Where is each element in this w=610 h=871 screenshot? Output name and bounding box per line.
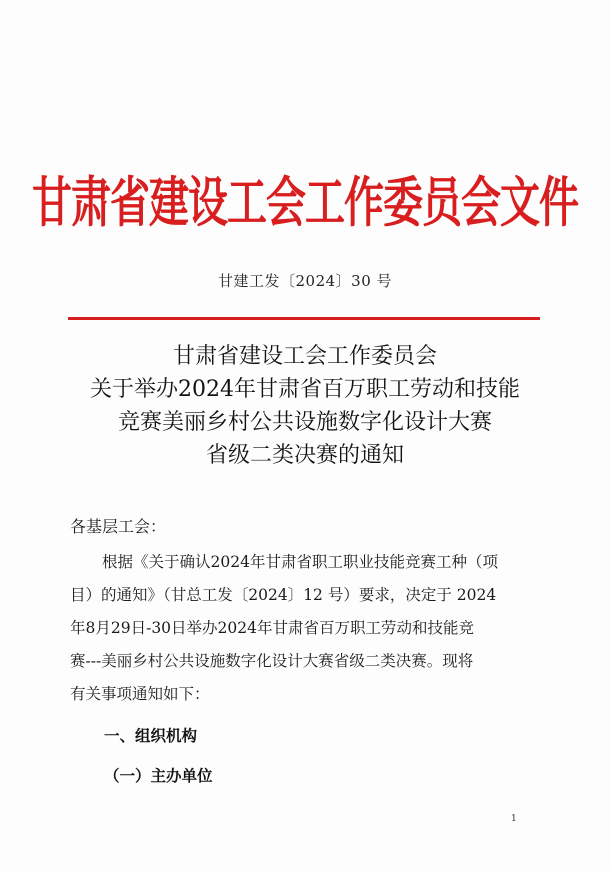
document-number: 甘建工发〔2024〕30 号 bbox=[217, 272, 393, 290]
paragraph-line: 赛---美丽乡村公共设施数字化设计大赛省级二类决赛。现将 bbox=[70, 652, 474, 670]
section-heading-organization: 一、组织机构 bbox=[104, 727, 198, 745]
title-line: 竞赛美丽乡村公共设施数字化设计大赛 bbox=[117, 410, 492, 435]
body-paragraph bbox=[70, 546, 540, 711]
title-line: 省级二类决赛的通知 bbox=[205, 443, 404, 468]
subsection-heading-organizer: （一）主办单位 bbox=[104, 767, 213, 785]
title-line: 甘肃省建设工会工作委员会 bbox=[172, 344, 437, 369]
title-line: 关于举办2024年甘肃省百万职工劳动和技能 bbox=[90, 377, 520, 402]
salutation: 各基层工会： bbox=[70, 517, 167, 536]
paragraph-line: 有关事项通知如下： bbox=[70, 685, 210, 703]
paragraph-line: 根据《关于确认2024年甘肃省职工职业技能竞赛工种（项 bbox=[102, 553, 498, 571]
paragraph-line: 年8月29日-30日举办2024年甘肃省百万职工劳动和技能竞 bbox=[70, 619, 474, 637]
paragraph-line: 目）的通知》（甘总工发〔2024〕12 号）要求，决定于 2024 bbox=[70, 586, 497, 604]
issuer-red-header: 甘肃省建设工会工作委员会文件 bbox=[32, 172, 578, 235]
red-separator-line bbox=[68, 317, 540, 320]
notice-title bbox=[0, 340, 610, 472]
page-number: 1 bbox=[511, 814, 517, 824]
